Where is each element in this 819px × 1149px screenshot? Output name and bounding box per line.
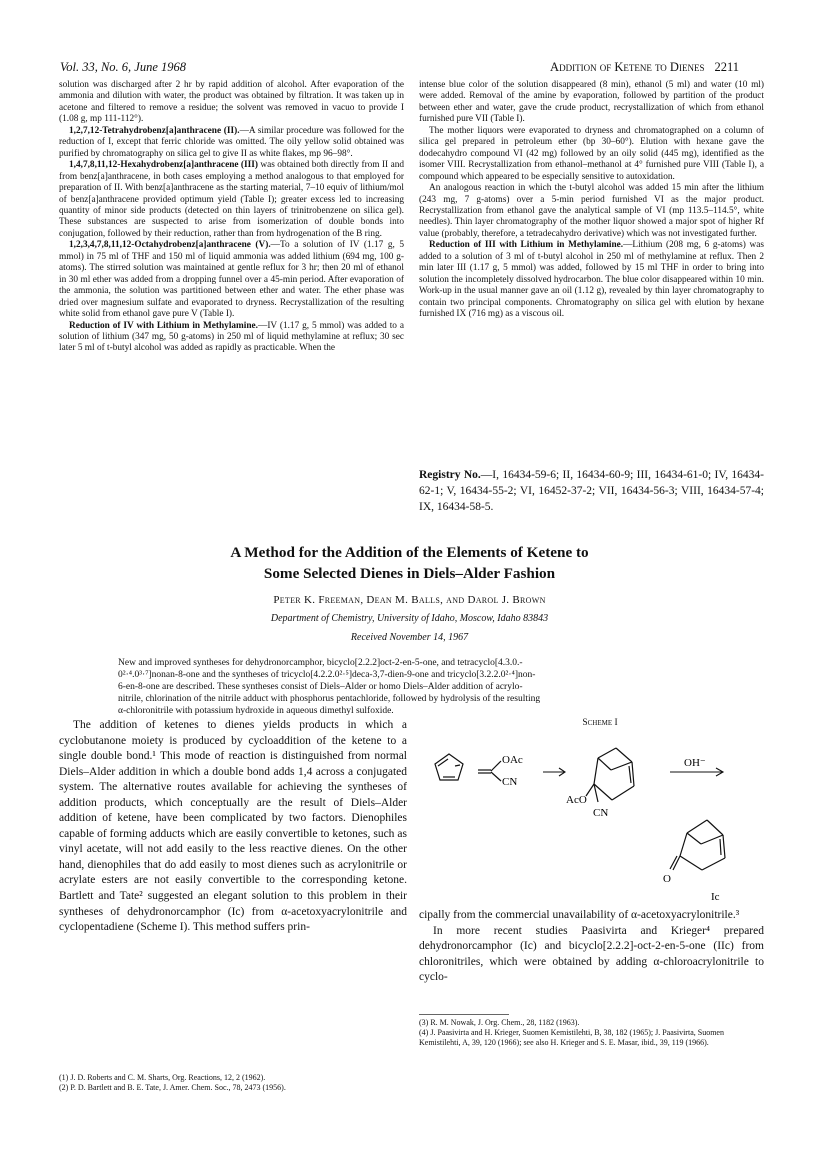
compound-heading: 1,4,7,8,11,12-Hexahydrobenz[a]anthracene (III) bbox=[69, 160, 258, 171]
nitrile-adduct-structure bbox=[586, 748, 634, 802]
footnote: (3) R. M. Nowak, J. Org. Chem., 28, 1182 (1963). bbox=[419, 1018, 580, 1027]
body-text-right bbox=[419, 908, 764, 986]
paragraph: In more recent studies Paasivirta and Krieger⁴ prepared dehydronorcamphor (Ic) and bicyclo[2.2.2]-oct-2-en-5-one (IIc) from chloronitriles, which were obtained by adding α-chloroacrylonitrile to cyclo- bbox=[419, 924, 764, 984]
paragraph-text: was obtained both directly from II and from benz[a]anthracene, in both cases employing a method analogous to that employed for preparation of II. With benz[a]anthracene as the starting material, 7–10 equiv of lithium/mol of benz[a]anthracene provided optimum yield (Table I); greater excess led to increasing quantity of minor side products (detected on thin layers of trinitrobenzene on silica gel). These substances are suspected to arise from isomerization of double bonds into conjugation, followed by their reduction, rather than from hydrogenation of the B ring. bbox=[59, 160, 405, 239]
registry-heading: Registry No. bbox=[419, 469, 481, 481]
paragraph bbox=[59, 321, 404, 355]
footnote: (2) P. D. Bartlett and B. E. Tate, J. Amer. Chem. Soc., 78, 2473 (1956). bbox=[59, 1083, 286, 1092]
paragraph: An analogous reaction in which the t-butyl alcohol was added 15 min after the lithium (243 mg, 7 g-atoms) over a 5-min period furnished VI as the major product. Recrystallization from ethanol gave the analytical sample of VI (mp 113.5–114.5°, white needles). Thin layer chromatography of the mother liquor showed a major spot of higher Rf value (probably, therefore, a tetradecahydro derivative) which was not investigated further. bbox=[419, 183, 764, 239]
abstract-line: 6-en-8-one are described. These syntheses consist of Diels–Alder or homo Diels–Alder addition of acrylo- bbox=[118, 682, 523, 692]
cn-adduct-label: CN bbox=[593, 807, 609, 819]
paragraph bbox=[59, 240, 404, 320]
left-column-experimental bbox=[59, 80, 404, 355]
right-column-experimental bbox=[419, 80, 764, 321]
page-number: 2211 bbox=[714, 60, 739, 74]
registry-numbers bbox=[419, 467, 764, 515]
compound-label-ic: Ic bbox=[711, 891, 720, 903]
article-title-line-2: Some Selected Dienes in Diels–Alder Fashion bbox=[263, 565, 556, 582]
hydroxide-label: OH⁻ bbox=[684, 757, 706, 769]
abstract-line: α-chloronitrile with potassium hydroxide in aqueous dimethyl sulfoxide. bbox=[118, 706, 394, 716]
running-header-right bbox=[550, 60, 739, 75]
abstract-line: nitrile, chlorination of the nitrile adduct with phosphorus pentachloride, followed by hydrolysis of the resulting bbox=[118, 694, 541, 704]
footnote: (1) J. D. Roberts and C. M. Sharts, Org. Reactions, 12, 2 (1962). bbox=[59, 1073, 266, 1082]
compound-heading: 1,2,7,12-Tetrahydrobenz[a]anthracene (II). bbox=[69, 125, 240, 136]
compound-heading: 1,2,3,4,7,8,11,12-Octahydrobenz[a]anthracene (V). bbox=[69, 240, 271, 251]
abstract bbox=[118, 657, 728, 717]
authors: Peter K. Freeman, Dean M. Balls, and Darol J. Brown bbox=[273, 594, 546, 606]
paragraph-text: —Lithium (208 mg, 6 g-atoms) was added to a solution of 3 ml of t-butyl alcohol in 250 ml of methylamine at reflux. Then 2 min later III (1.17 g, 5 mmol) was added, followed by 15 ml THF in order to bring into solution the incompletely dissolved hydrocarbon. The blue color disappeared within 10 min. Work-up in the usual manner gave an oil (1.12 g), revealed by thin layer chromatography to contain two principal components. Chromatography on silica gel with elution by hexane furnished IX (716 mg) as a viscous oil. bbox=[419, 240, 764, 320]
paragraph: The addition of ketenes to dienes yields products in which a cyclobutanone moiety is produced by cycloaddition of the ketene to a single double bond.¹ This mode of reaction is distinguished from normal Diels–Alder addition in which a double bond adds 1,4 across a conjugated system. The alternative routes available for achieving the syntheses of addition products, which conceptually are the result of Diels–Alder addition of ketene, have been complicated by two factors. Dienophiles capable of forming adducts which are easily convertible to ketones, such as vinyl acetate, will not add easily to the less reactive dienes. On the other hand, dienophiles that do add easily to most dienes such as acrylonitrile or acrylate esters are not easily convertible to the corresponding ketone. Bartlett and Tate² suggested an elegant solution to this problem in their syntheses of dehydronorcamphor (Ic) from α-acetoxyacrylonitrile and cyclopentadiene (Scheme I). This method suffers prin- bbox=[59, 719, 407, 934]
paragraph bbox=[59, 160, 404, 240]
paragraph: The mother liquors were evaporated to dryness and chromatographed on a column of silica gel prepared in petroleum ether (bp 30–60°). Elution with hexane gave the dodecahydro compound VI (42 mg) followed by an oily solid (445 mg), identified as the isomer VIII. Recrystallization from ethanol–methanol at 4° furnished pure VIII (Table I), a compound which appeared to be especially sensitive to autoxidation. bbox=[419, 125, 764, 182]
cn-label: CN bbox=[502, 776, 518, 788]
footnote-rule bbox=[419, 1014, 509, 1015]
body-text-left bbox=[59, 718, 407, 936]
received-date: Received November 14, 1967 bbox=[350, 632, 469, 643]
footnote: (4) J. Paasivirta and H. Krieger, Suomen Kemistilehti, B, 38, 182 (1965); J. Paasivirta, Suomen Kemistilehti, A, 39, 120 (1966); see also H. Krieger and S. E. Masar, ibid., 39, 119 (1966). bbox=[419, 1028, 724, 1047]
affiliation: Department of Chemistry, University of Idaho, Moscow, Idaho 83843 bbox=[270, 613, 549, 624]
aco-label: AcO bbox=[566, 794, 587, 806]
footnotes-left bbox=[59, 1073, 404, 1093]
paragraph-text: —To a solution of IV (1.17 g, 5 mmol) in 75 ml of THF and 150 ml of liquid ammonia was added lithium (694 mg, 100 g-atoms). The stirred solution was maintained at gentle reflux for 3 hr; then 20 ml of ethanol in 30 ml ether was added from a dropping funnel over a 45-min period. After evaporation of the ammonia, the solution was partitioned between ether and water. The ether phase was dried over magnesium sulfate and evaporated to dryness. Recrystallization of the resulting white solid from ethanol gave pure V (Table I). bbox=[59, 240, 404, 320]
paragraph: cipally from the commercial unavailability of α-acetoxyacrylonitrile.³ bbox=[419, 909, 740, 921]
cyclopentadiene-structure bbox=[435, 754, 463, 780]
paragraph bbox=[59, 126, 404, 160]
oac-label: OAc bbox=[502, 754, 523, 766]
abstract-line: 0²·⁴.0³·⁷]nonan-8-one and the syntheses of tricyclo[4.2.2.0²·⁵]deca-3,7-dien-9-one and tricyclo[3.2.2.0²·⁴]non- bbox=[118, 670, 536, 680]
running-header-left: Vol. 33, No. 6, June 1968 bbox=[60, 60, 187, 74]
compound-heading: Reduction of III with Lithium in Methylamine. bbox=[429, 240, 624, 251]
compound-heading: Reduction of IV with Lithium in Methylamine. bbox=[69, 320, 259, 331]
scheme-1-diagram bbox=[418, 730, 768, 905]
ketone-oxygen-label: O bbox=[663, 873, 671, 885]
paragraph: intense blue color of the solution disappeared (8 min), ethanol (5 ml) and water (10 ml) were added. Removal of the amine by evaporation, followed by partition of the product between ether and water, gave the crude product, recrystallization of which from ethanol furnished pure VII (Table I). bbox=[419, 80, 764, 125]
footnotes-right bbox=[419, 1018, 764, 1048]
paragraph: solution was discharged after 2 hr by rapid addition of alcohol. After evaporation of the ammonia and dilution with water, the product was obtained by filtration. It was taken up in acetone and filtered to remove a residue; the solvent was removed in vacuo to provide I (1.08 g, mp 111-112°). bbox=[59, 80, 404, 125]
registry-text: —I, 16434-59-6; II, 16434-60-9; III, 16434-61-0; IV, 16434-62-1; V, 16434-55-2; VI, 16452-37-2; VII, 16434-56-3; VIII, 16434-57-4; IX, 16434-58-5. bbox=[419, 469, 764, 513]
acetoxyacrylonitrile-structure bbox=[478, 761, 501, 781]
scheme-label: Scheme I bbox=[582, 718, 618, 728]
paragraph-text: —IV (1.17 g, 5 mmol) was added to a solution of lithium (347 mg, 50 g-atoms) in 250 ml of liquid methylamine at reflux; 30 sec later 5 ml of t-butyl alcohol was added as rapidly as practicable. When the bbox=[59, 320, 404, 354]
abstract-line: New and improved syntheses for dehydronorcamphor, bicyclo[2.2.2]oct-2-en-5-one, and tetracyclo[4.3.0.- bbox=[118, 658, 523, 668]
dehydronorcamphor-structure bbox=[670, 820, 725, 870]
paragraph bbox=[419, 240, 764, 320]
running-title: Addition of Ketene to Dienes bbox=[550, 60, 705, 74]
reaction-arrow bbox=[543, 768, 565, 776]
reaction-arrow bbox=[670, 768, 723, 776]
paragraph-text: —A similar procedure was followed for the reduction of I, except that ferric chloride was omitted. The oily yellow solid obtained was purified by chromatography on silica gel to give II as white flakes, mp 96–98°. bbox=[59, 125, 404, 159]
article-title-line-1: A Method for the Addition of the Elements of Ketene to bbox=[230, 544, 589, 561]
